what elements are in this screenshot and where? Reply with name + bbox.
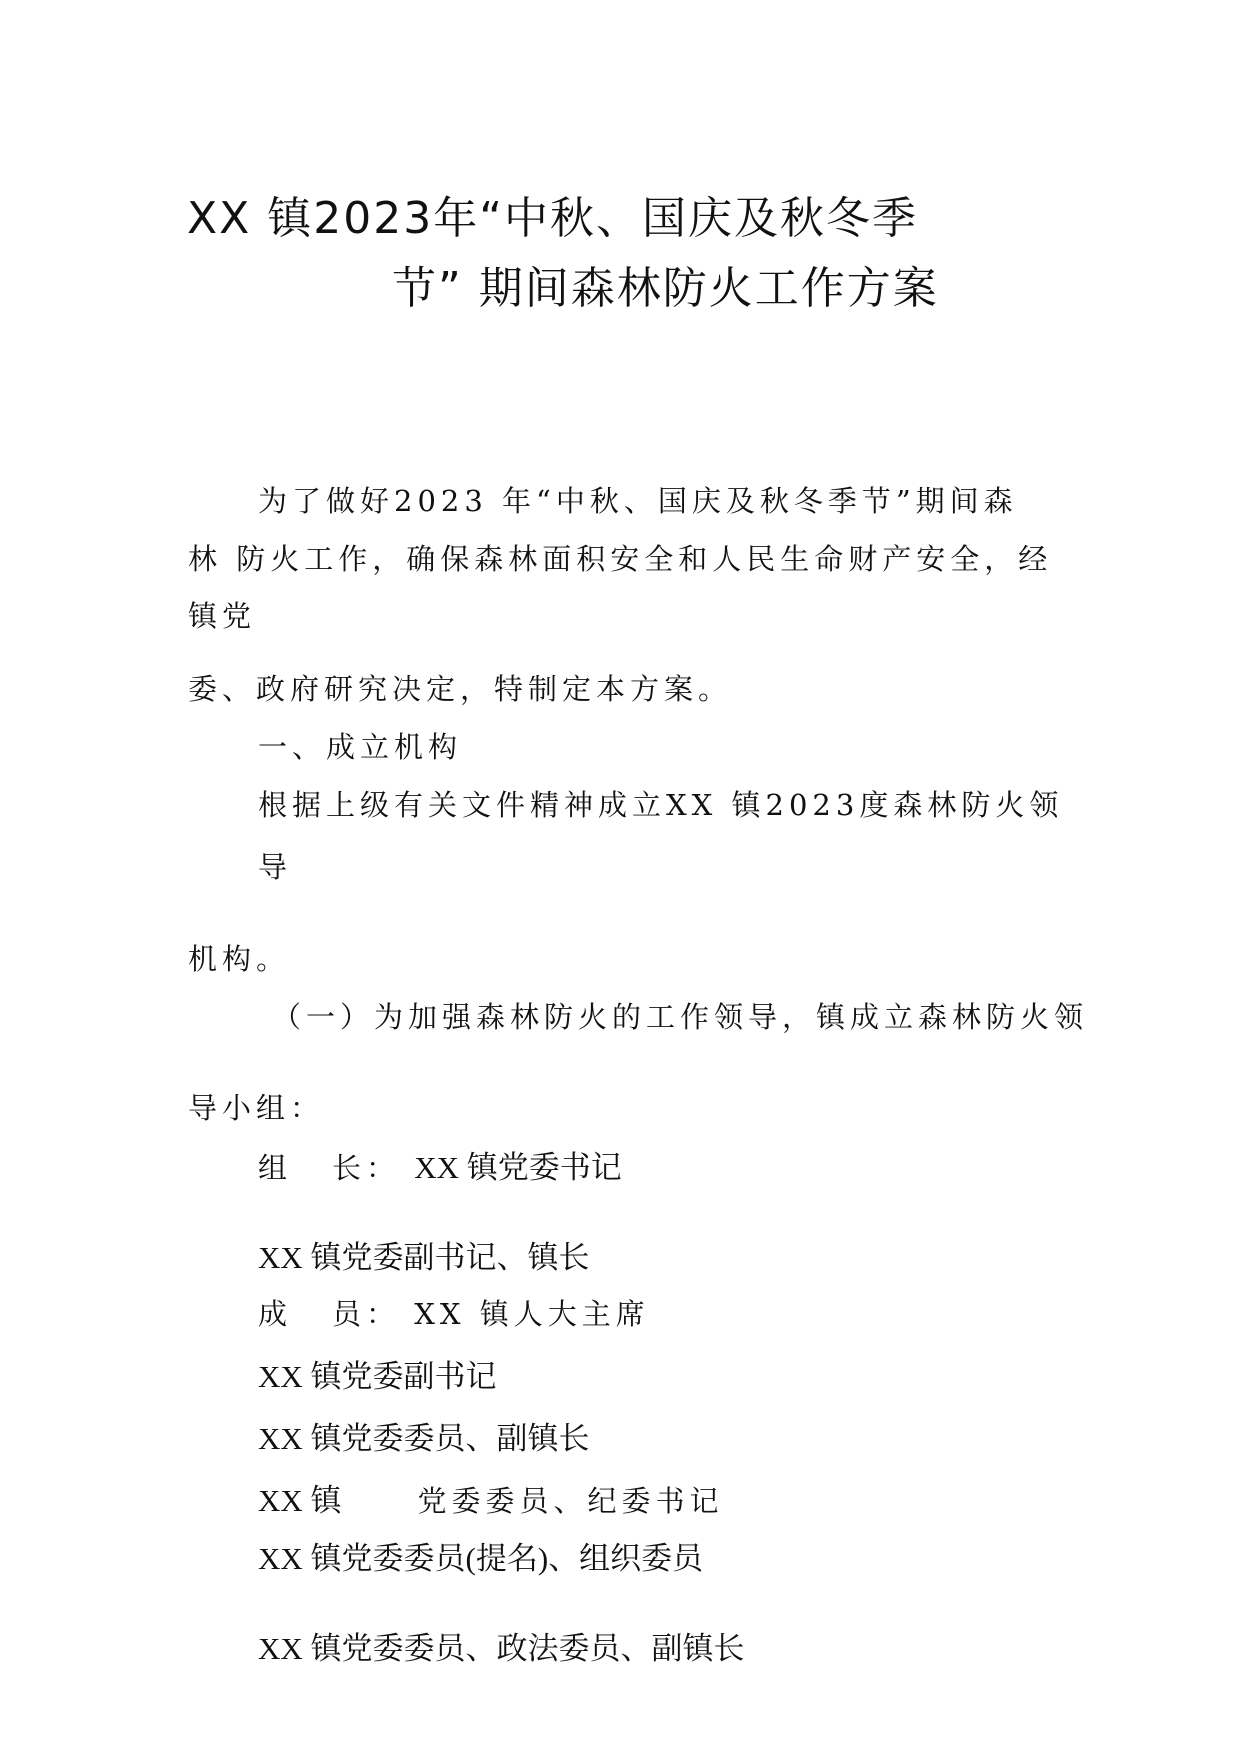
paragraph-1-line-4: 委、政府研究决定，特制定本方案。 bbox=[188, 672, 733, 706]
leader-row bbox=[258, 1152, 622, 1183]
document-title-line-1: XX 镇2023年“中秋、国庆及秋冬季 bbox=[187, 193, 919, 244]
section-heading-1: 一、成立机构 bbox=[258, 730, 463, 764]
member-item-5: XX 镇党委委员、政法委员、副镇长 bbox=[258, 1631, 745, 1666]
paragraph-1-line-1: 为了做好2023 年“中秋、国庆及秋冬季节”期间森 bbox=[258, 484, 1018, 518]
paragraph-2-line-3: 机构。 bbox=[188, 942, 291, 976]
member-item-4: XX 镇党委委员(提名)、组织委员 bbox=[258, 1541, 704, 1576]
member-label-b: 员： bbox=[332, 1297, 401, 1331]
paragraph-2-line-1: 根据上级有关文件精神成立XX 镇2023度森林防火领 bbox=[258, 788, 1064, 822]
leader-value: XX 镇党委书记 bbox=[414, 1150, 622, 1185]
member-item-3: XX 镇 bbox=[258, 1483, 342, 1518]
member-item-3-tail: 党委委员、纪委书记 bbox=[417, 1484, 724, 1518]
document-title-line-2: 节” 期间森林防火工作方案 bbox=[392, 263, 939, 314]
leader-label-a: 组 bbox=[258, 1151, 293, 1185]
members-row bbox=[258, 1297, 650, 1331]
leader-label-b: 长： bbox=[332, 1151, 401, 1185]
paragraph-3-line-1: （一）为加强森林防火的工作领导，镇成立森林防火领 bbox=[272, 1000, 1089, 1034]
paragraph-2-line-2: 导 bbox=[258, 850, 293, 884]
member-item-2: XX 镇党委委员、副镇长 bbox=[258, 1421, 590, 1456]
member-value: XX 镇人大主席 bbox=[414, 1297, 650, 1331]
paragraph-1-line-3: 镇党 bbox=[188, 599, 257, 633]
deputy-leader-row: XX 镇党委副书记、镇长 bbox=[258, 1240, 590, 1275]
paragraph-3-line-2: 导小组： bbox=[188, 1091, 325, 1125]
member-label-a: 成 bbox=[258, 1297, 293, 1331]
member-item-3-row bbox=[258, 1485, 724, 1516]
member-item-1: XX 镇党委副书记 bbox=[258, 1359, 497, 1394]
paragraph-1-line-2: 林 防火工作，确保森林面积安全和人民生命财产安全，经 bbox=[188, 542, 1053, 576]
